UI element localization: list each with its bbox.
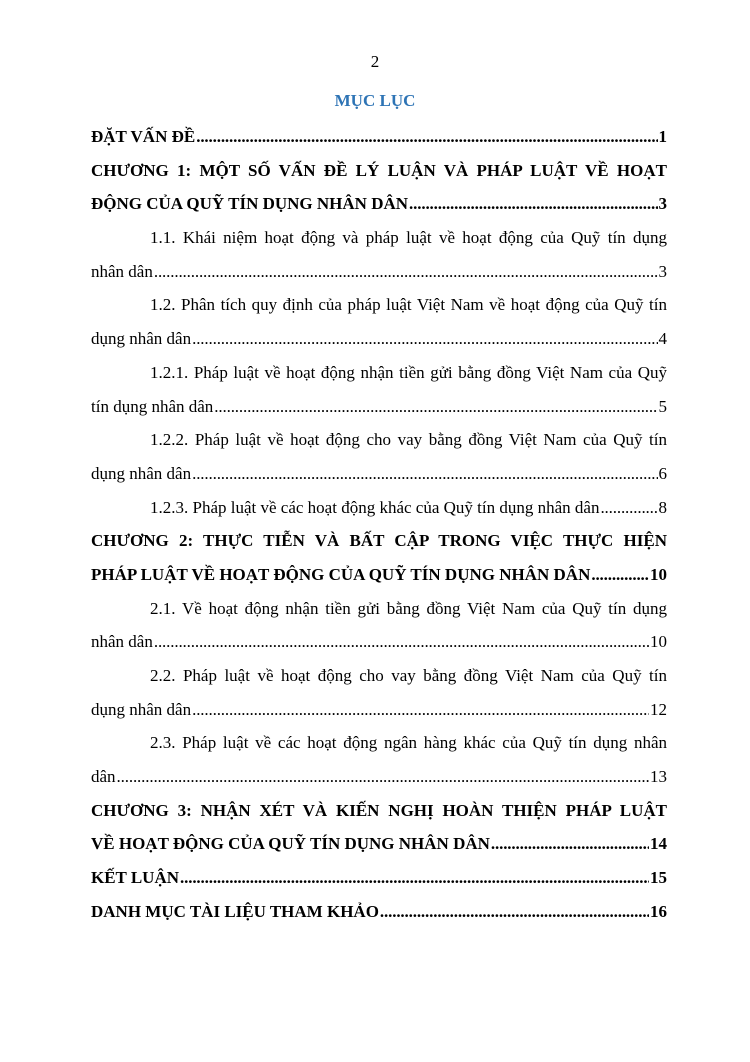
toc-entry-label: ĐẶT VẤN ĐỀ (91, 127, 196, 146)
toc-entry-chuong-3[interactable] (91, 794, 667, 861)
toc-entry-label-continued: nhân dân (91, 261, 153, 281)
toc-page-number: 10 (650, 632, 667, 652)
toc-entry-chuong-2[interactable] (91, 524, 667, 591)
toc-entry-label-continued: dụng nhân dân (91, 329, 192, 349)
toc-entry-label-continued: VỀ HOẠT ĐỘNG CỦA QUỸ TÍN DỤNG NHÂN DÂN (91, 834, 490, 854)
dot-leader (380, 895, 649, 929)
dot-leader (192, 457, 657, 491)
toc-entry-1-2[interactable] (91, 288, 667, 355)
toc-entry-tai-lieu-tham-khao[interactable] (91, 895, 667, 929)
toc-page-number: 1 (658, 127, 667, 146)
dot-leader (154, 625, 649, 659)
toc-entry-chuong-1[interactable] (91, 154, 667, 221)
toc-page-number: 14 (650, 834, 667, 854)
toc-page-number: 4 (658, 329, 667, 349)
dot-leader (192, 322, 657, 356)
toc-entry-1-2-1[interactable] (91, 356, 667, 423)
toc-entry-label: 2.3. Pháp luật về các hoạt động ngân hàng khác của Quỹ tín dụng nhân (150, 733, 667, 753)
dot-leader (196, 120, 657, 154)
toc-entry-label: 1.2.2. Pháp luật về hoạt động cho vay bằng đồng Việt Nam của Quỹ tín (150, 430, 667, 450)
toc-entry-label-continued: nhân dân (91, 632, 153, 652)
dot-leader (491, 827, 649, 861)
toc-entry-1-2-2[interactable] (91, 423, 667, 490)
toc-page-number: 13 (650, 767, 667, 787)
toc-entry-label-continued: dụng nhân dân (91, 463, 192, 483)
toc-entry-label-continued: dân (91, 767, 116, 787)
toc-page-number: 8 (658, 497, 667, 517)
dot-leader (409, 187, 657, 221)
dot-leader (192, 693, 649, 727)
toc-page-number: 3 (658, 261, 667, 281)
toc-entry-label: 2.1. Về hoạt động nhận tiền gửi bằng đồng Việt Nam của Quỹ tín dụng (150, 598, 667, 618)
toc-page-number: 10 (650, 564, 667, 584)
toc-entry-label-continued: ĐỘNG CỦA QUỸ TÍN DỤNG NHÂN DÂN (91, 194, 409, 214)
toc-entry-1-2-3[interactable] (91, 491, 667, 525)
dot-leader (214, 390, 657, 424)
table-of-contents (91, 120, 667, 929)
toc-entry-1-1[interactable] (91, 221, 667, 288)
toc-entry-ket-luan[interactable] (91, 861, 667, 895)
toc-title: MỤC LỤC (334, 91, 416, 110)
toc-entry-dat-van-de[interactable] (91, 120, 667, 154)
toc-page-number: 3 (658, 194, 667, 214)
toc-entry-label: KẾT LUẬN (91, 868, 180, 888)
toc-entry-label-continued: PHÁP LUẬT VỀ HOẠT ĐỘNG CỦA QUỸ TÍN DỤNG NHÂN DÂN (91, 564, 591, 584)
toc-entry-label: CHƯƠNG 3: NHẬN XÉT VÀ KIẾN NGHỊ HOÀN THIỆN PHÁP LUẬT (91, 800, 667, 820)
toc-entry-label-continued: dụng nhân dân (91, 699, 192, 719)
toc-entry-label: 1.2. Phân tích quy định của pháp luật Việt Nam về hoạt động của Quỹ tín (150, 295, 667, 315)
toc-entry-label: 2.2. Pháp luật về hoạt động cho vay bằng đồng Việt Nam của Quỹ tín (150, 666, 667, 685)
dot-leader (117, 760, 649, 794)
dot-leader (154, 255, 658, 289)
toc-entry-label: 1.2.3. Pháp luật về các hoạt động khác của Quỹ tín dụng nhân dân (150, 497, 600, 517)
toc-page-number: 6 (658, 463, 667, 483)
toc-entry-2-3[interactable] (91, 726, 667, 793)
toc-page-number: 5 (658, 396, 667, 416)
dot-leader (591, 558, 649, 592)
toc-page-number: 12 (650, 699, 667, 719)
toc-page-number: 16 (650, 901, 667, 921)
dot-leader (180, 861, 649, 895)
toc-entry-label: 1.1. Khái niệm hoạt động và pháp luật về hoạt động của Quỹ tín dụng (150, 228, 667, 248)
toc-entry-label: CHƯƠNG 1: MỘT SỐ VẤN ĐỀ LÝ LUẬN VÀ PHÁP LUẬT VỀ HOẠT (91, 160, 667, 180)
toc-entry-label: 1.2.1. Pháp luật về hoạt động nhận tiền gửi bằng đồng Việt Nam của Quỹ (150, 362, 667, 382)
toc-entry-2-2[interactable] (91, 659, 667, 726)
toc-page-number: 15 (650, 868, 667, 888)
dot-leader (600, 491, 657, 525)
toc-entry-label: DANH MỤC TÀI LIỆU THAM KHẢO (91, 901, 379, 921)
toc-entry-label-continued: tín dụng nhân dân (91, 396, 214, 416)
toc-entry-2-1[interactable] (91, 592, 667, 659)
toc-entry-label: CHƯƠNG 2: THỰC TIỄN VÀ BẤT CẬP TRONG VIỆC THỰC HIỆN (91, 531, 667, 551)
page-number: 2 (370, 52, 380, 71)
